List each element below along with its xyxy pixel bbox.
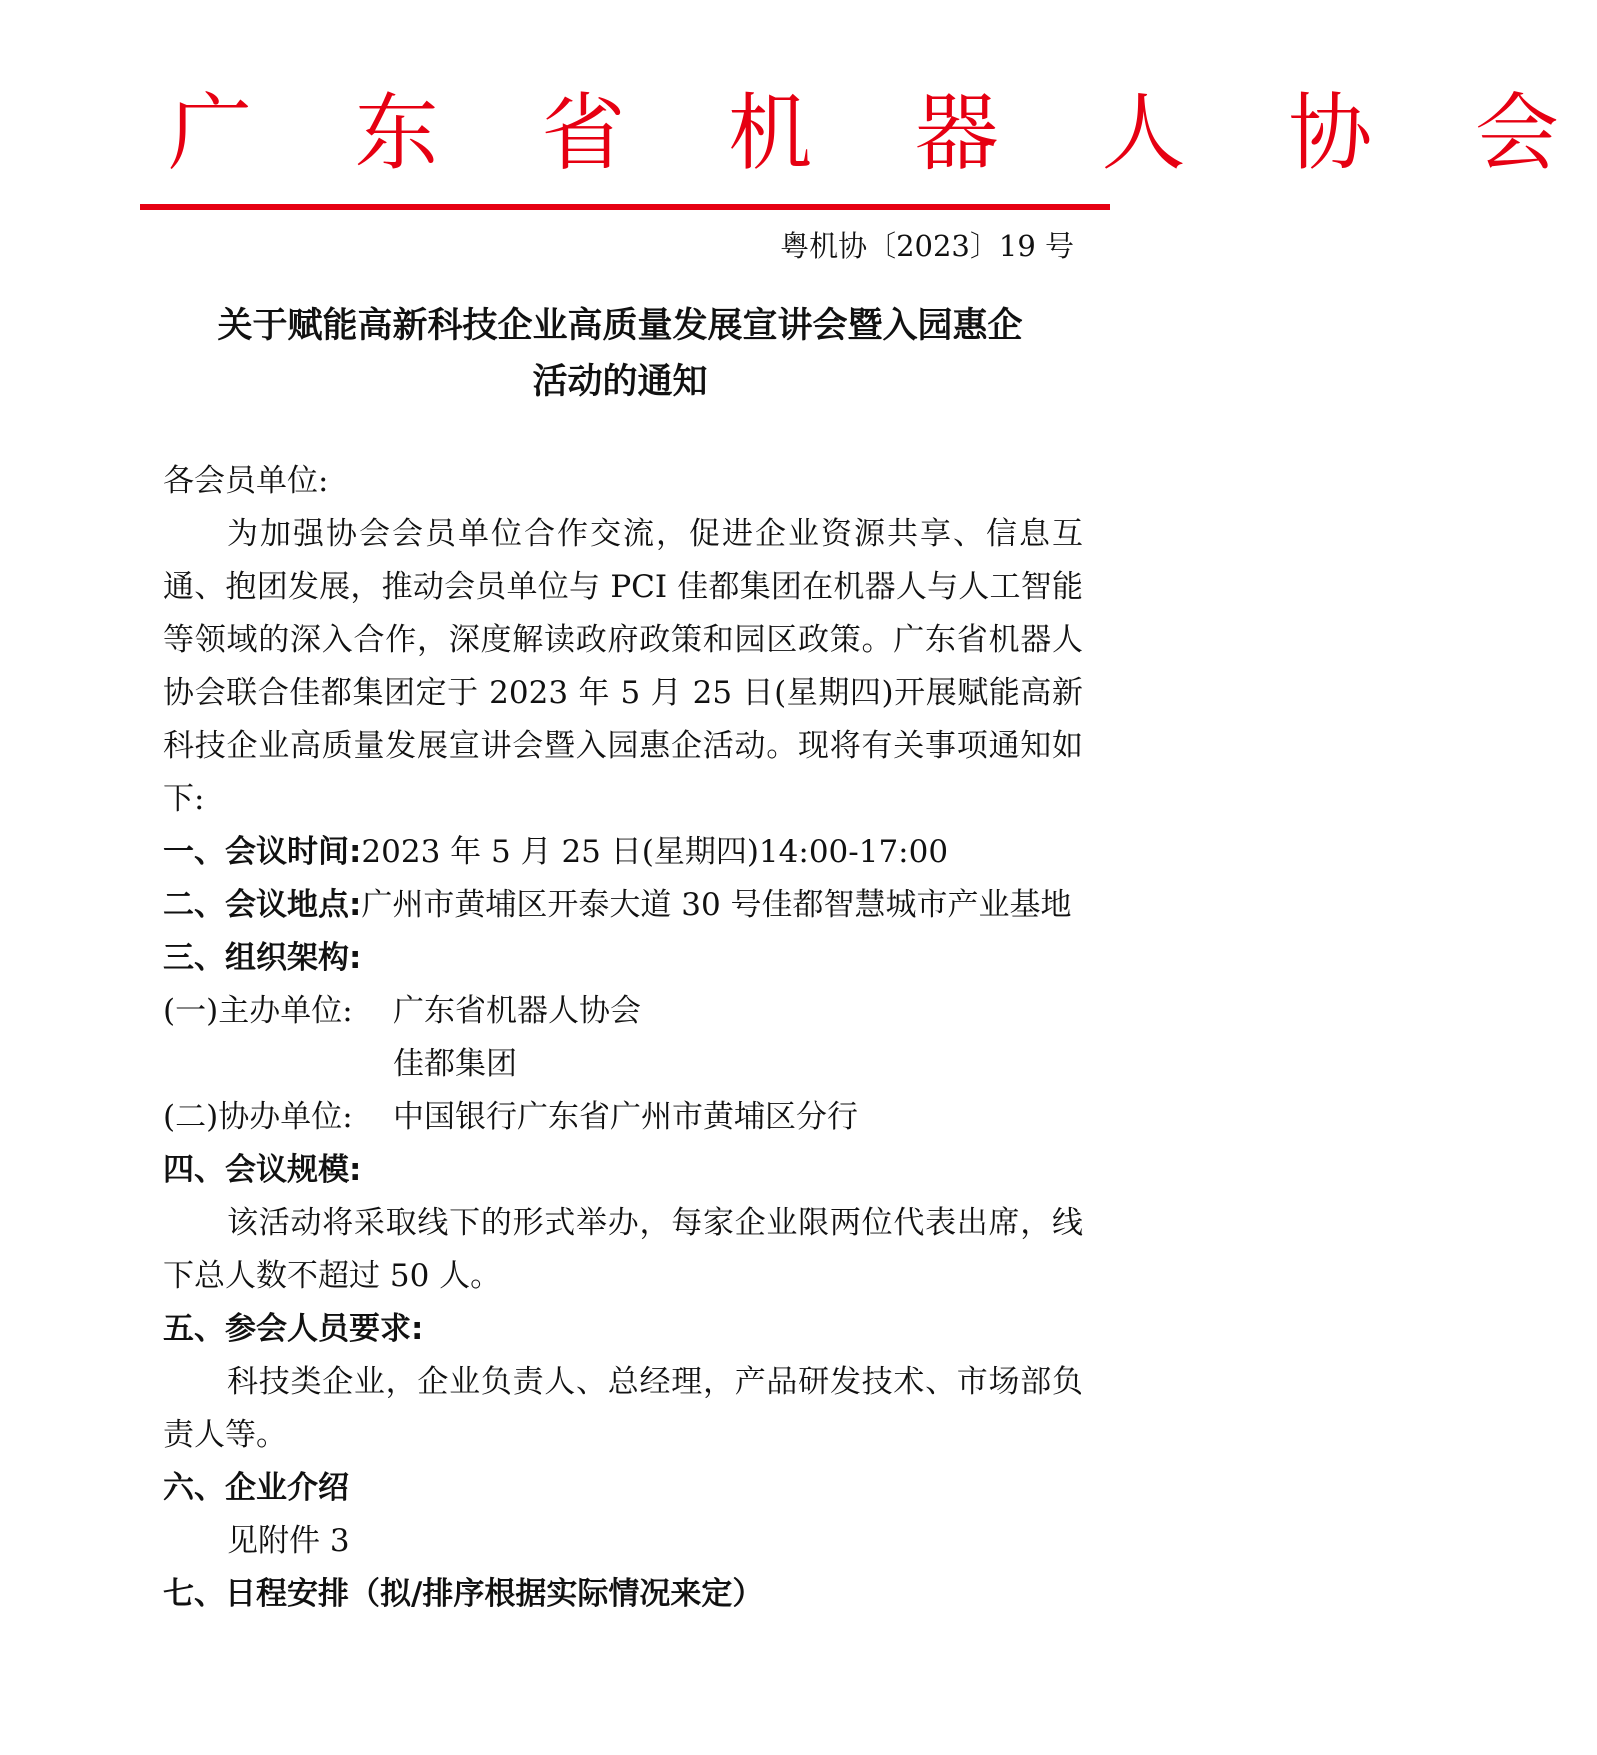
section-location-text: 广州市黄埔区开泰大道 30 号佳都智慧城市产业基地 <box>361 887 1072 923</box>
notice-body <box>163 455 1083 1621</box>
section-time-heading: 一、会议时间: <box>163 834 362 870</box>
notice-title <box>150 298 1090 410</box>
notice-title-line-2: 活动的通知 <box>532 362 708 402</box>
letterhead-red-rule <box>140 204 1110 210</box>
section-attendees-text: 科技类企业，企业负责人、总经理，产品研发技术、市场部负责人等。 <box>163 1364 1083 1453</box>
section-organization-heading: 三、组织架构: <box>163 940 362 976</box>
co-organizer-label: (二)协办单位: <box>163 1099 353 1135</box>
section-schedule-heading: 七、日程安排（拟/排序根据实际情况来定） <box>163 1576 764 1612</box>
section-company-text: 见附件 3 <box>227 1523 350 1559</box>
host-row <box>163 985 1083 1038</box>
section-scale-heading: 四、会议规模: <box>163 1152 362 1188</box>
notice-title-line-1: 关于赋能高新科技企业高质量发展宣讲会暨入园惠企 <box>217 306 1023 346</box>
salutation: 各会员单位: <box>163 463 329 499</box>
section-time <box>163 826 1083 879</box>
section-location-heading: 二、会议地点: <box>163 887 362 923</box>
section-company-heading: 六、企业介绍 <box>163 1470 349 1506</box>
host-label: (一)主办单位: <box>163 993 353 1029</box>
section-scale-text: 该活动将采取线下的形式举办，每家企业限两位代表出席，线下总人数不超过 50 人。 <box>163 1205 1083 1294</box>
co-organizer-row <box>163 1091 1083 1144</box>
co-organizer-unit-1: 中国银行广东省广州市黄埔区分行 <box>393 1099 858 1135</box>
host-unit-1: 广东省机器人协会 <box>393 993 641 1029</box>
section-attendees-heading: 五、参会人员要求: <box>163 1311 424 1347</box>
document-number: 粤机协〔2023〕19 号 <box>780 229 1074 263</box>
host-unit-2: 佳都集团 <box>393 1046 517 1082</box>
section-time-text: 2023 年 5 月 25 日(星期四)14:00-17:00 <box>361 834 949 870</box>
section-location <box>163 879 1083 932</box>
intro-paragraph: 为加强协会会员单位合作交流，促进企业资源共享、信息互通、抱团发展，推动会员单位与 PCI 佳都集团在机器人与人工智能等领域的深入合作，深度解读政府政策和园区政策。广东省机器人协会联合佳都集团定于 2023 年 5 月 25 日(星期四)开展赋能高新科技企业高质量发展宣讲会暨入园惠企活动。现将有关事项通知如下: <box>163 516 1083 817</box>
organization-letterhead: 广 东 省 机 器 人 协 会 <box>168 84 1597 182</box>
